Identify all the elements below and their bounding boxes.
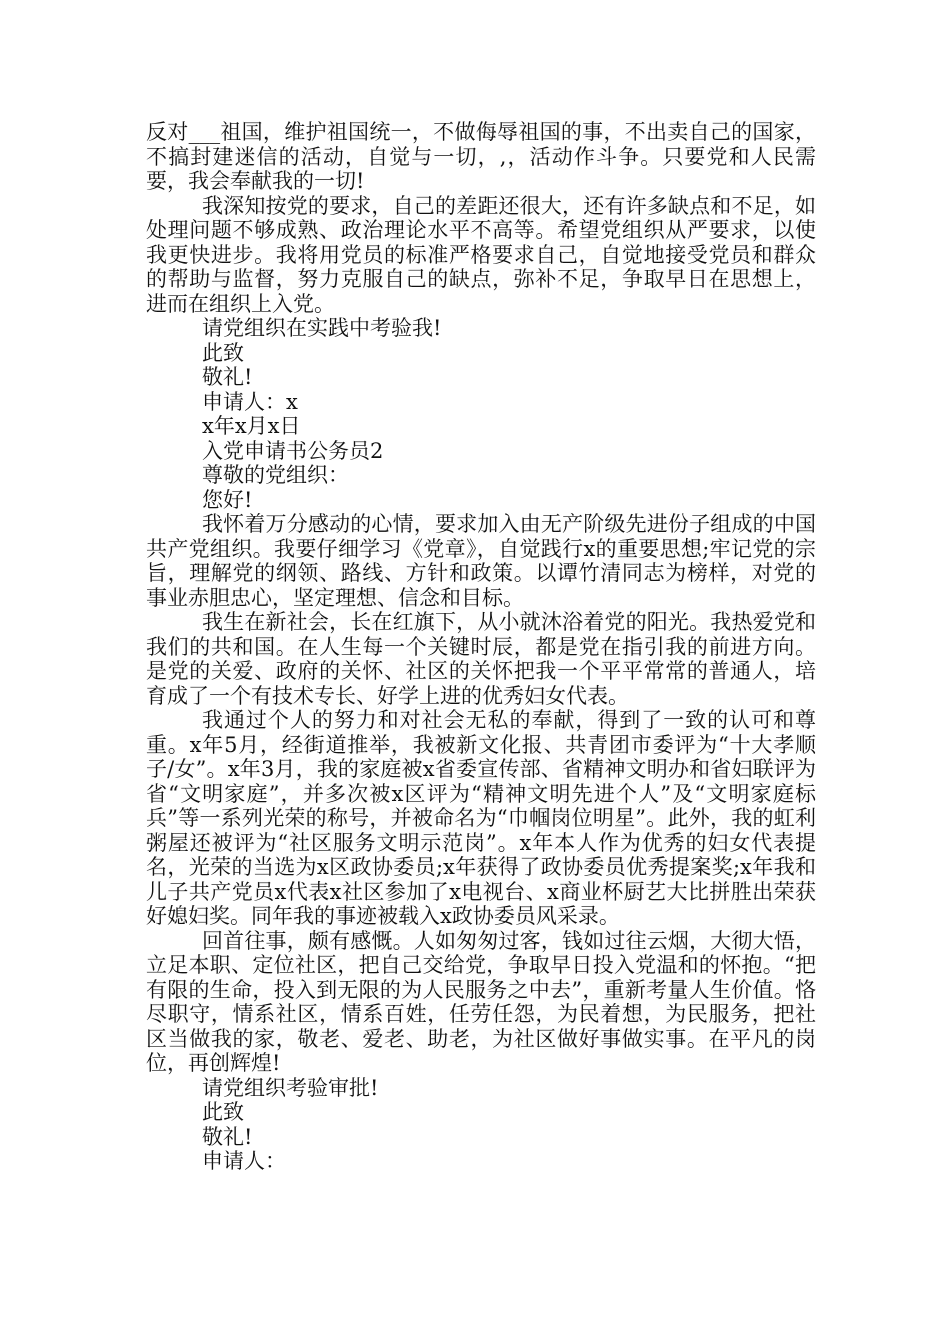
closing-cizhi-1: 此致 — [202, 340, 244, 365]
closing-jingli-1: 敬礼! — [202, 365, 253, 389]
paragraph-motivation: 我怀着万分感动的心情，要求加入由无产阶级先进份子组成的中国共产党组织。我要仔细学习《党章》，自觉践行x的重要思想;牢记党的宗旨，理解党的纲领、路线、方针和政策。以谭竹清同志为榜样，对党的事业赤胆忠心，坚定理想、信念和目标。 — [146, 512, 816, 610]
section-title-2: 入党申请书公务员2 — [202, 438, 384, 463]
salutation: 尊敬的党组织： — [202, 463, 349, 487]
closing-request-1: 请党组织在实践中考验我! — [202, 316, 442, 340]
paragraph-reflection: 回首往事，颇有感慨。人如匆匆过客，钱如过往云烟，大彻大悟，立足本职、定位社区，把自己交给党，争取早日投入党温和的怀抱。“把有限的生命，投入到无限的为人民服务之中去”，重新考量人生价值。恪尽职守，情系社区，情系百姓，任劳任怨，为民着想，为民服务，把社区当做我的家，敬老、爱老、助老，为社区做好事做实事。在平凡的岗位，再创辉煌! — [146, 928, 816, 1075]
date-line-1: x年x月x日 — [202, 414, 301, 438]
closing-request-2: 请党组织考验审批! — [202, 1075, 379, 1100]
document-page — [146, 120, 816, 1174]
paragraph-pledge-end: 反对___祖国，维护祖国统一，不做侮辱祖国的事，不出卖自己的国家，不搞封建迷信的活动，自觉与一切，,，活动作斗争。只要党和人民需要，我会奉献我的一切! — [146, 120, 816, 193]
greeting: 您好! — [202, 487, 253, 512]
closing-jingli-2: 敬礼! — [202, 1124, 253, 1149]
applicant-line-2: 申请人： — [202, 1149, 286, 1173]
paragraph-background: 我生在新社会，长在红旗下，从小就沐浴着党的阳光。我热爱党和我们的共和国。在人生每一个关键时辰，都是党在指引我的前进方向。是党的关爱、政府的关怀、社区的关怀把我一个平平常常的普通人，培育成了一个有技术专长、好学上进的优秀妇女代表。 — [146, 610, 816, 708]
paragraph-achievements: 我通过个人的努力和对社会无私的奉献，得到了一致的认可和尊重。x年5月，经街道推举，我被新文化报、共青团市委评为“十大孝顺子/女”。x年3月，我的家庭被x省委宣传部、省精神文明办和省妇联评为省“文明家庭”，并多次被x区评为“精神文明先进个人”及“文明家庭标兵”等一系列光荣的称号，并被命名为“巾帼岗位明星”。此外，我的虹利粥屋还被评为“社区服务文明示范岗”。x年本人作为优秀的妇女代表提名，光荣的当选为x区政协委员;x年获得了政协委员优秀提案奖;x年我和儿子共产党员x代表x社区参加了x电视台、x商业杯厨艺大比拼胜出荣获好媳妇奖。同年我的事迹被载入x政协委员风采录。 — [146, 708, 816, 928]
paragraph-self-reflection: 我深知按党的要求，自己的差距还很大，还有许多缺点和不足，如处理问题不够成熟、政治理论水平不高等。希望党组织从严要求，以使我更快进步。我将用党员的标准严格要求自己，自觉地接受党员和群众的帮助与监督，努力克服自己的缺点，弥补不足，争取早日在思想上，进而在组织上入党。 — [146, 193, 816, 316]
closing-cizhi-2: 此致 — [202, 1100, 244, 1124]
applicant-line-1: 申请人：x — [202, 389, 298, 414]
